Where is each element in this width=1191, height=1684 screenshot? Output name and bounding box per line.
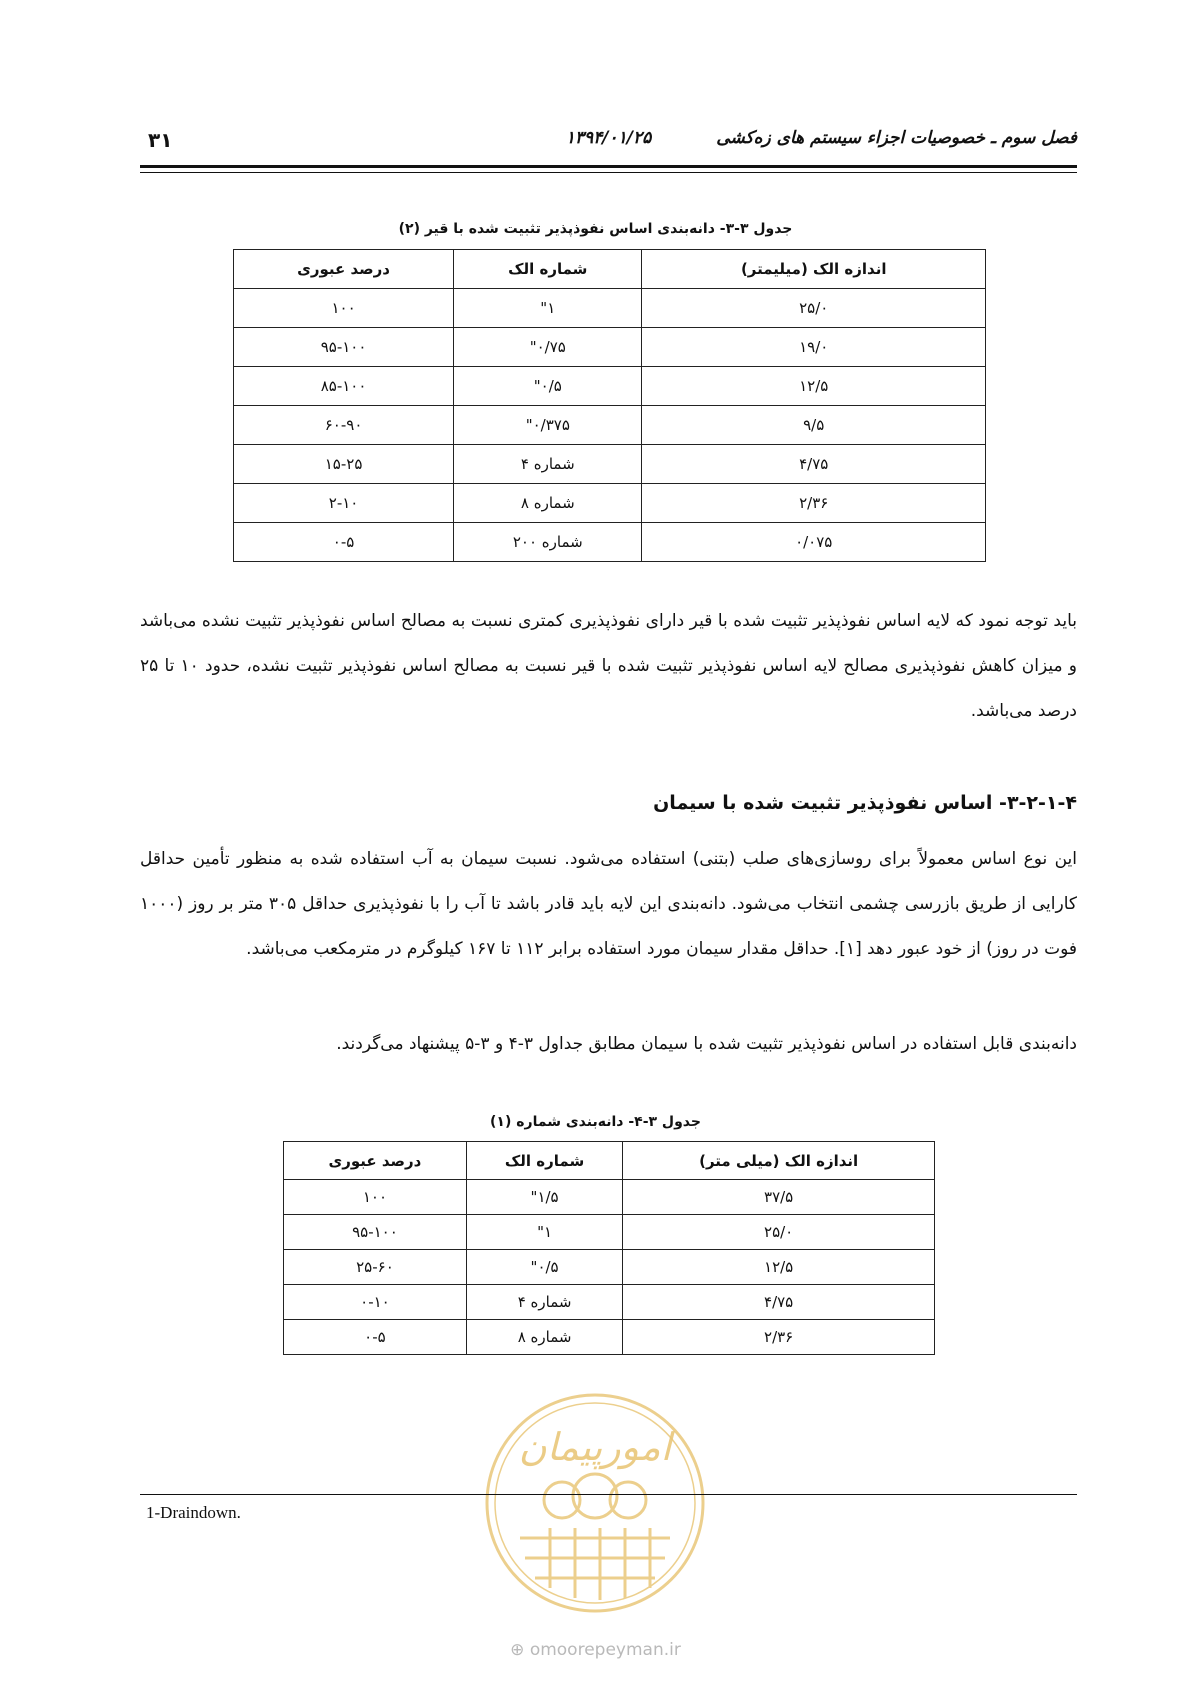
table-cell: ۲/۳۶: [623, 1320, 935, 1355]
table-cell: ۲-۱۰: [234, 484, 454, 523]
table-cell: شماره ۸: [454, 484, 642, 523]
table-cell: ۲/۳۶: [642, 484, 986, 523]
table-cell: ۰/۰۷۵: [642, 523, 986, 562]
table-cell: ۰/۵": [454, 367, 642, 406]
table-cell: ۱۲/۵: [642, 367, 986, 406]
table-cell: ۶۰-۹۰: [234, 406, 454, 445]
section-heading: ۳-۲-۱-۴- اساس نفوذپذیر تثبیت شده با سیمان: [653, 792, 1077, 814]
header-cell: اندازه الک (میلی متر): [623, 1142, 935, 1180]
table-cell: ۱۲/۵: [623, 1250, 935, 1285]
watermark-site-label: omoorepeyman.ir: [529, 1640, 681, 1660]
table-row: [284, 1320, 935, 1355]
watermark-stamp-text: امورپیمان: [518, 1425, 672, 1469]
table-cell: ۴/۷۵: [642, 445, 986, 484]
footnote: 1-Draindown.: [146, 1503, 241, 1522]
table-row: [234, 289, 986, 328]
table-cell: ۱۰۰: [284, 1180, 467, 1215]
table-cell: ۰-۵: [234, 523, 454, 562]
table-cell: ۹۵-۱۰۰: [284, 1215, 467, 1250]
page-header: [140, 128, 1077, 158]
watermark-globe-icon: ⊕: [510, 1640, 525, 1660]
table-row: [234, 445, 986, 484]
page-number: ۳۱: [148, 128, 173, 152]
header-cell: درصد عبوری: [284, 1142, 467, 1180]
header-cell: اندازه الک (میلیمتر): [642, 250, 986, 289]
table1: [233, 249, 986, 562]
table-cell: ۱۰۰: [234, 289, 454, 328]
table-cell: ۳۷/۵: [623, 1180, 935, 1215]
table-cell: ۱۵-۲۵: [234, 445, 454, 484]
header-cell: درصد عبوری: [234, 250, 454, 289]
watermark-site: [0, 1640, 1191, 1660]
table-cell: ۲۵/۰: [642, 289, 986, 328]
table-cell: ۱۹/۰: [642, 328, 986, 367]
table-cell: ۰-۱۰: [284, 1285, 467, 1320]
table-cell: ۲۵-۶۰: [284, 1250, 467, 1285]
table-cell: ۴/۷۵: [623, 1285, 935, 1320]
table-cell: ۲۵/۰: [623, 1215, 935, 1250]
table-cell: ۰/۵": [466, 1250, 622, 1285]
paragraph-bitumen: باید توجه نمود که لایه اساس نفوذپذیر تثبیت شده با قیر دارای نفوذپذیری کمتری نسبت به مصالح اساس نفوذپذیر تثبیت نشده می‌باشد و میزان کاهش نفوذپذیری مصالح لایه اساس نفوذپذیر تثبیت شده با قیر نسبت به مصالح اساس نفوذپذیر تثبیت نشده، حدود ۱۰ تا ۲۵ درصد می‌باشد.: [140, 611, 1077, 721]
table-cell: ۱": [454, 289, 642, 328]
table-row: [284, 1285, 935, 1320]
table-header-row: [284, 1142, 935, 1180]
table-row: [234, 484, 986, 523]
table-row: [234, 523, 986, 562]
table1-caption: جدول ۳-۳- دانه‌بندی اساس نفوذپذیر تثبیت شده با قیر (۲): [398, 221, 793, 237]
table-row: [284, 1180, 935, 1215]
table-row: [284, 1215, 935, 1250]
table2: [283, 1141, 935, 1355]
table-cell: ۰/۷۵": [454, 328, 642, 367]
footnote-rule: [140, 1494, 1077, 1495]
paragraph-gradation-reference: دانه‌بندی قابل استفاده در اساس نفوذپذیر تثبیت شده با سیمان مطابق جداول ۳-۴ و ۳-۵ پیشنهاد می‌گردند.: [336, 1034, 1077, 1054]
table-header-row: [234, 250, 986, 289]
table-cell: ۰-۵: [284, 1320, 467, 1355]
table-cell: شماره ۴: [466, 1285, 622, 1320]
table-cell: ۱": [466, 1215, 622, 1250]
table2-caption: جدول ۳-۴- دانه‌بندی شماره (۱): [490, 1114, 701, 1130]
table-cell: ۹۵-۱۰۰: [234, 328, 454, 367]
table-cell: شماره ۸: [466, 1320, 622, 1355]
table-cell: شماره ۲۰۰: [454, 523, 642, 562]
header-cell: شماره الک: [466, 1142, 622, 1180]
table-cell: ۸۵-۱۰۰: [234, 367, 454, 406]
chapter-title: فصل سوم ـ خصوصیات اجزاء سیستم های زه‌کشی: [716, 128, 1077, 148]
table-cell: ۰/۳۷۵": [454, 406, 642, 445]
header-rule-thin: [140, 172, 1077, 173]
header-date: ۱۳۹۴/۰۱/۲۵: [565, 128, 652, 148]
header-cell: شماره الک: [454, 250, 642, 289]
table-row: [234, 406, 986, 445]
table-cell: ۱/۵": [466, 1180, 622, 1215]
paragraph-cement: این نوع اساس معمولاً برای روسازی‌های صلب (بتنی) استفاده می‌شود. نسبت سیمان به آب استفاده شده به منظور تأمین حداقل کارایی از طریق بازرسی چشمی انتخاب می‌شود. دانه‌بندی این لایه باید قادر باشد تا آب را با نفوذپذیری حداقل ۳۰۵ متر بر روز (۱۰۰۰ فوت در روز) از خود عبور دهد [۱]. حداقل مقدار سیمان مورد استفاده برابر ۱۱۲ تا ۱۶۷ کیلوگرم در مترمکعب می‌باشد.: [140, 849, 1077, 959]
table-row: [284, 1250, 935, 1285]
table-row: [234, 328, 986, 367]
watermark-stamp-icon: [480, 1388, 710, 1618]
table-cell: ۹/۵: [642, 406, 986, 445]
table-cell: شماره ۴: [454, 445, 642, 484]
table-row: [234, 367, 986, 406]
header-rule-thick: [140, 165, 1077, 168]
